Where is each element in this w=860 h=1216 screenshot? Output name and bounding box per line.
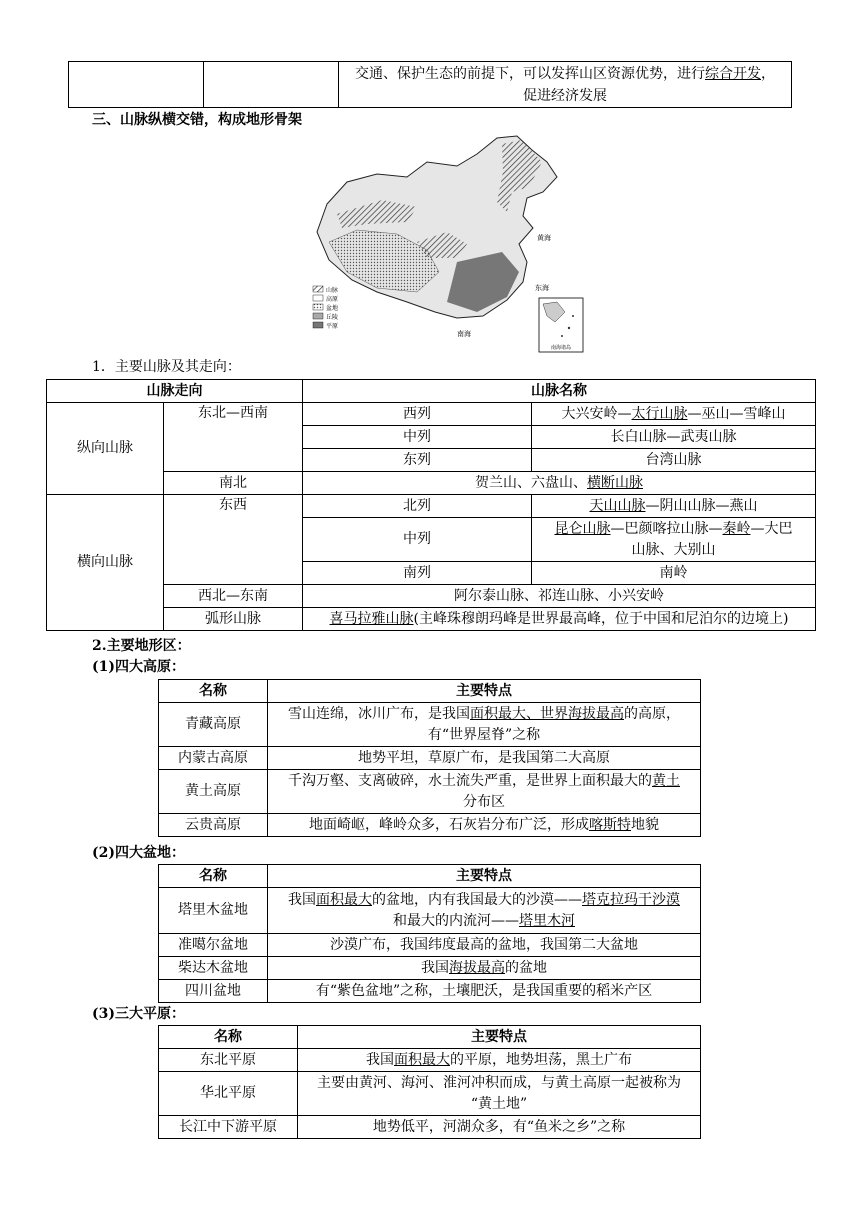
mtn-nw-se-val: 阿尔泰山脉、祁连山脉、小兴安岭: [303, 585, 816, 608]
basin-r3-name: 柴达木盆地: [159, 957, 268, 980]
plain-r2-val: 主要由黄河、海河、淮河冲积而成，与黄土高原一起被称为 “黄土地”: [298, 1072, 701, 1116]
basins-heading: (2)四大盆地：: [92, 845, 185, 861]
plat-r1-name: 青藏高原: [159, 703, 268, 747]
regions-heading: 2.主要地形区：: [92, 638, 191, 654]
top-cell-2: [204, 62, 339, 108]
mtn-mid2-val: 昆仑山脉—巴颜喀拉山脉—秦岭—大巴 山脉、大别山: [532, 518, 816, 562]
legend-plateau: 高原: [326, 296, 339, 303]
plat-r3-val: 千沟万壑、支离破碎，水土流失严重，是世界上面积最大的黄土 分布区: [268, 770, 701, 814]
basins-table: [158, 864, 701, 1003]
label-east-sea: 东海: [535, 284, 549, 292]
mtn-west-val: 大兴安岭—太行山脉—巫山—雪峰山: [532, 403, 816, 426]
map-legend: [313, 286, 338, 330]
mtn-ew: 东西: [164, 495, 303, 585]
mtn-nw-se: 西北—东南: [164, 585, 303, 608]
basin-r1-val: 我国面积最大的盆地，内有我国最大的沙漠——塔克拉玛干沙漠 和最大的内流河——塔里木河: [268, 888, 701, 934]
mtn-ns: 南北: [164, 472, 303, 495]
mtn-ne-sw: 东北—西南: [164, 403, 303, 472]
basin-r4-name: 四川盆地: [159, 980, 268, 1003]
plat-r2-val: 地势平坦，草原广布，是我国第二大高原: [268, 747, 701, 770]
plat-r4-val: 地面崎岖，峰岭众多，石灰岩分布广泛，形成喀斯特地貌: [268, 814, 701, 837]
mtn-vertical: 纵向山脉: [47, 403, 164, 495]
plains-heading: (3)三大平原：: [92, 1006, 185, 1022]
top-table: [68, 61, 792, 108]
top-line1-post: ，: [761, 65, 775, 82]
mtn-south-col: 南列: [303, 562, 532, 585]
plains-table: [158, 1025, 701, 1139]
basin-r1-name: 塔里木盆地: [159, 888, 268, 934]
mtn-east-col: 东列: [303, 449, 532, 472]
legend-mountain: 山脉: [326, 287, 339, 294]
basin-col2: 主要特点: [268, 865, 701, 888]
plateaus-table: [158, 679, 701, 837]
mtn-arc-val: 喜马拉雅山脉(主峰珠穆朗玛峰是世界最高峰，位于中国和尼泊尔的边境上): [303, 608, 816, 631]
basin-r3-val: 我国海拔最高的盆地: [268, 957, 701, 980]
basin-col1: 名称: [159, 865, 268, 888]
mtn-north-col: 北列: [303, 495, 532, 518]
plain-r1-name: 东北平原: [159, 1049, 298, 1072]
legend-basin: 盆地: [326, 305, 339, 312]
mtn-north-val: 天山山脉—阴山山脉—燕山: [532, 495, 816, 518]
plain-r3-val: 地势低平，河湖众多，有“鱼米之乡”之称: [298, 1116, 701, 1139]
plain-col2: 主要特点: [298, 1026, 701, 1049]
plat-r3-name: 黄土高原: [159, 770, 268, 814]
top-line1-u: 综合开发: [705, 65, 761, 82]
basin-r4-val: 有“紫色盆地”之称，土壤肥沃，是我国重要的稻米产区: [268, 980, 701, 1003]
mountains-table: [46, 379, 816, 631]
mountains-heading: 1．主要山脉及其走向：: [92, 359, 241, 375]
label-south-sea: 南海: [457, 330, 471, 338]
mtn-horizontal: 横向山脉: [47, 495, 164, 631]
top-line2: 促进经济发展: [523, 87, 607, 104]
mtn-south-val: 南岭: [532, 562, 816, 585]
section3-title: 三、山脉纵横交错，构成地形骨架: [92, 112, 302, 128]
mtn-mid-col: 中列: [303, 426, 532, 449]
mtn-mid2-col: 中列: [303, 518, 532, 562]
plain-r2-name: 华北平原: [159, 1072, 298, 1116]
mtn-col2: 山脉名称: [303, 380, 816, 403]
legend-plain: 平原: [326, 323, 339, 330]
label-inset: 南海诸岛: [551, 345, 572, 351]
mtn-col1: 山脉走向: [47, 380, 303, 403]
china-terrain-map: [307, 132, 585, 354]
mtn-mid-val: 长白山脉—武夷山脉: [532, 426, 816, 449]
label-yellow-sea: 黄海: [537, 234, 551, 242]
plat-col1: 名称: [159, 680, 268, 703]
top-line1-pre: 交通、保护生态的前提下，可以发挥山区资源优势，进行: [355, 65, 705, 82]
top-cell-3: [339, 62, 792, 108]
plateaus-heading: (1)四大高原：: [92, 659, 185, 675]
basin-r2-name: 准噶尔盆地: [159, 934, 268, 957]
basin-r2-val: 沙漠广布，我国纬度最高的盆地，我国第二大盆地: [268, 934, 701, 957]
legend-hills: 丘陵: [326, 314, 339, 321]
plat-r2-name: 内蒙古高原: [159, 747, 268, 770]
plat-r4-name: 云贵高原: [159, 814, 268, 837]
mtn-ns-val: 贺兰山、六盘山、横断山脉: [303, 472, 816, 495]
plat-r1-val: 雪山连绵，冰川广布，是我国面积最大、世界海拔最高的高原， 有“世界屋脊”之称: [268, 703, 701, 747]
mtn-east-val: 台湾山脉: [532, 449, 816, 472]
plain-col1: 名称: [159, 1026, 298, 1049]
plain-r3-name: 长江中下游平原: [159, 1116, 298, 1139]
plain-r1-val: 我国面积最大的平原，地势坦荡，黑土广布: [298, 1049, 701, 1072]
mtn-west-col: 西列: [303, 403, 532, 426]
top-cell-1: [69, 62, 204, 108]
plat-col2: 主要特点: [268, 680, 701, 703]
mtn-arc: 弧形山脉: [164, 608, 303, 631]
